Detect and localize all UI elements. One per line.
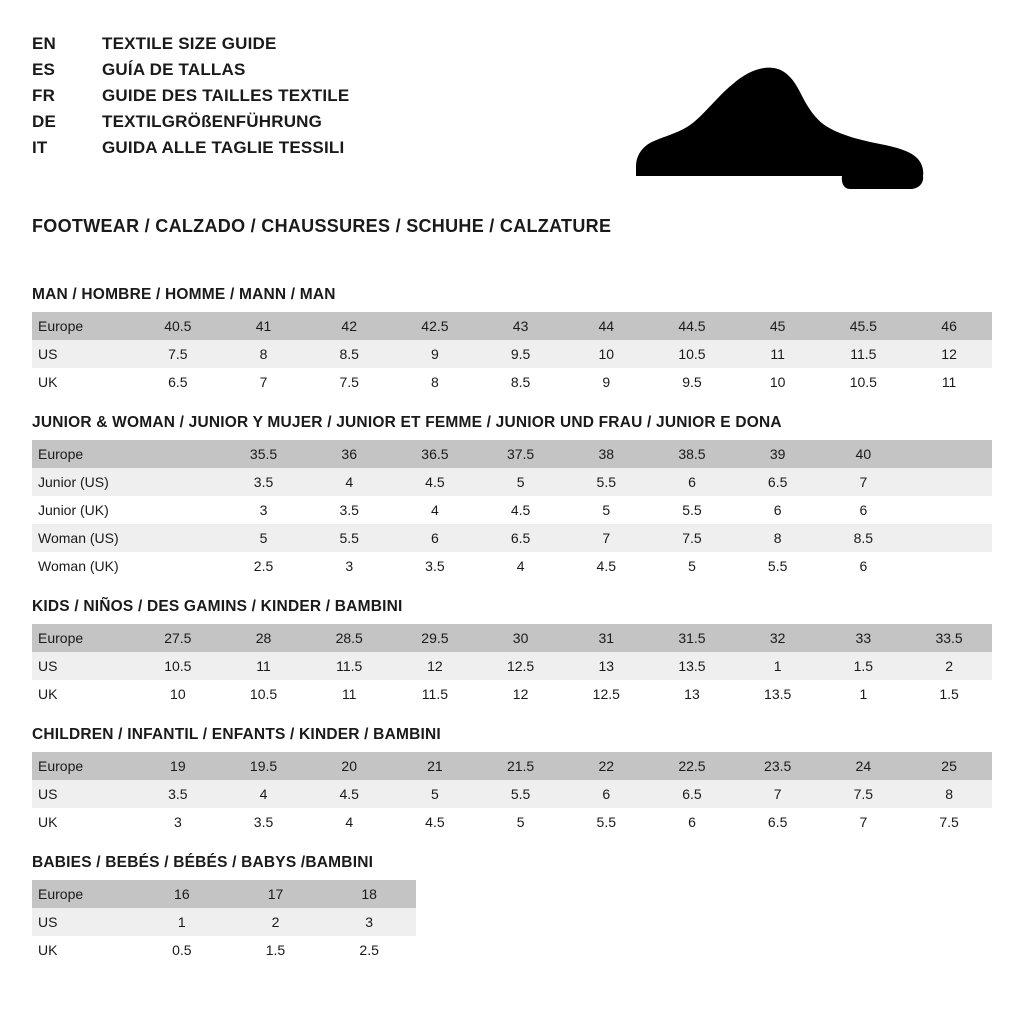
size-section-man: [32, 286, 992, 396]
size-cell: 12: [392, 652, 478, 680]
size-cell: 1.5: [821, 652, 907, 680]
size-cell: 32: [735, 624, 821, 652]
table-row: [32, 880, 416, 908]
table-row: [32, 552, 992, 580]
size-cell: 38: [563, 440, 649, 468]
size-cell: 31.5: [649, 624, 735, 652]
size-cell: [135, 440, 221, 468]
size-cell: 35.5: [221, 440, 307, 468]
size-cell: 8.5: [306, 340, 392, 368]
row-label: Europe: [32, 440, 135, 468]
size-cell: 16: [135, 880, 229, 908]
section-title-junior-woman: JUNIOR & WOMAN / JUNIOR Y MUJER / JUNIOR ET FEMME / JUNIOR UND FRAU / JUNIOR E DONA: [32, 414, 782, 431]
table-row: [32, 496, 992, 524]
size-cell: 11: [735, 340, 821, 368]
size-cell: 4.5: [563, 552, 649, 580]
size-cell: 13: [563, 652, 649, 680]
size-cell: 6.5: [735, 468, 821, 496]
table-row: [32, 936, 416, 964]
size-cell: 8.5: [478, 368, 564, 396]
language-code: IT: [32, 138, 48, 157]
size-section-children: [32, 726, 992, 836]
size-cell: [135, 468, 221, 496]
size-cell: 12: [478, 680, 564, 708]
size-cell: 10.5: [649, 340, 735, 368]
size-cell: 10: [135, 680, 221, 708]
table-row: [32, 680, 992, 708]
size-cell: 21.5: [478, 752, 564, 780]
size-cell: 24: [821, 752, 907, 780]
size-cell: 4: [221, 780, 307, 808]
row-label: UK: [32, 808, 135, 836]
size-cell: 5.5: [563, 808, 649, 836]
size-cell: 3.5: [221, 468, 307, 496]
size-cell: 7: [821, 468, 907, 496]
size-cell: 12: [906, 340, 992, 368]
size-table-kids: [32, 624, 992, 708]
size-cell: 40: [821, 440, 907, 468]
size-cell: 6.5: [649, 780, 735, 808]
row-label: Europe: [32, 752, 135, 780]
size-cell: 44.5: [649, 312, 735, 340]
table-row: [32, 808, 992, 836]
table-row: [32, 440, 992, 468]
size-cell: 7: [563, 524, 649, 552]
size-cell: 1: [821, 680, 907, 708]
size-cell: 36: [306, 440, 392, 468]
category-title: FOOTWEAR / CALZADO / CHAUSSURES / SCHUHE / CALZATURE: [32, 216, 612, 236]
row-label: UK: [32, 680, 135, 708]
language-code: ES: [32, 60, 56, 79]
document-header: [32, 28, 970, 236]
table-row: [32, 524, 992, 552]
size-cell: 40.5: [135, 312, 221, 340]
size-cell: 5.5: [563, 468, 649, 496]
size-cell: 3: [135, 808, 221, 836]
size-cell: 3.5: [306, 496, 392, 524]
size-cell: 8: [392, 368, 478, 396]
size-section-junior-woman: [32, 414, 992, 580]
size-cell: 8: [906, 780, 992, 808]
language-row: [32, 34, 632, 60]
size-cell: 6: [392, 524, 478, 552]
size-cell: 13.5: [649, 652, 735, 680]
language-title: TEXTILGRÖßENFÜHRUNG: [102, 112, 323, 131]
size-cell: 4.5: [306, 780, 392, 808]
size-cell: 27.5: [135, 624, 221, 652]
size-cell: 5: [478, 468, 564, 496]
size-cell: 11.5: [306, 652, 392, 680]
size-cell: 46: [906, 312, 992, 340]
size-cell: 10: [735, 368, 821, 396]
size-sections: [32, 286, 992, 982]
size-cell: 1.5: [906, 680, 992, 708]
size-cell: 41: [221, 312, 307, 340]
size-cell: 45: [735, 312, 821, 340]
size-cell: 5: [649, 552, 735, 580]
row-label: Europe: [32, 880, 135, 908]
size-cell: 8: [735, 524, 821, 552]
size-cell: 11: [221, 652, 307, 680]
language-title: GUIDE DES TAILLES TEXTILE: [102, 86, 350, 105]
table-row: [32, 624, 992, 652]
size-cell: 42.5: [392, 312, 478, 340]
size-cell: 7.5: [906, 808, 992, 836]
size-cell: 20: [306, 752, 392, 780]
size-cell: 6: [821, 496, 907, 524]
size-cell: 6: [821, 552, 907, 580]
size-table-man: [32, 312, 992, 396]
size-cell: 9: [563, 368, 649, 396]
row-label: US: [32, 652, 135, 680]
size-cell: 44: [563, 312, 649, 340]
table-row: [32, 312, 992, 340]
size-cell: 3.5: [135, 780, 221, 808]
size-cell: [906, 496, 992, 524]
table-row: [32, 752, 992, 780]
size-cell: [906, 552, 992, 580]
size-cell: 19: [135, 752, 221, 780]
size-cell: 23.5: [735, 752, 821, 780]
size-cell: 6: [649, 808, 735, 836]
row-label: Woman (UK): [32, 552, 135, 580]
size-section-kids: [32, 598, 992, 708]
row-label: Europe: [32, 624, 135, 652]
table-row: [32, 908, 416, 936]
size-cell: 11: [306, 680, 392, 708]
size-cell: [135, 496, 221, 524]
size-cell: 39: [735, 440, 821, 468]
size-cell: 31: [563, 624, 649, 652]
size-cell: 6: [563, 780, 649, 808]
size-cell: 3: [306, 552, 392, 580]
row-label: Junior (UK): [32, 496, 135, 524]
size-cell: 3: [322, 908, 416, 936]
size-cell: 28: [221, 624, 307, 652]
size-cell: 13: [649, 680, 735, 708]
size-cell: 37.5: [478, 440, 564, 468]
table-row: [32, 652, 992, 680]
size-cell: 30: [478, 624, 564, 652]
size-table-babies: [32, 880, 416, 964]
size-cell: 0.5: [135, 936, 229, 964]
size-cell: 29.5: [392, 624, 478, 652]
language-title: GUIDA ALLE TAGLIE TESSILI: [102, 138, 345, 157]
size-cell: 17: [229, 880, 323, 908]
size-cell: 6.5: [135, 368, 221, 396]
size-cell: 8.5: [821, 524, 907, 552]
language-title: TEXTILE SIZE GUIDE: [102, 34, 277, 53]
row-label: UK: [32, 368, 135, 396]
size-cell: 10: [563, 340, 649, 368]
size-cell: 12.5: [563, 680, 649, 708]
size-table-junior-woman: [32, 440, 992, 580]
dress-shoe-icon: [628, 58, 928, 198]
language-row: [32, 138, 632, 164]
language-code: EN: [32, 34, 57, 53]
size-cell: 7.5: [649, 524, 735, 552]
language-title-list: [32, 34, 632, 164]
size-cell: [135, 552, 221, 580]
size-cell: 4: [478, 552, 564, 580]
size-cell: 11.5: [821, 340, 907, 368]
size-cell: 2: [906, 652, 992, 680]
size-cell: [906, 440, 992, 468]
size-cell: 7: [735, 780, 821, 808]
size-cell: 7.5: [821, 780, 907, 808]
language-row: [32, 86, 632, 112]
size-cell: 4.5: [478, 496, 564, 524]
size-cell: 5: [392, 780, 478, 808]
size-cell: 10.5: [135, 652, 221, 680]
size-cell: 7: [821, 808, 907, 836]
size-cell: 22: [563, 752, 649, 780]
row-label: US: [32, 908, 135, 936]
language-code: FR: [32, 86, 56, 105]
size-cell: 10.5: [221, 680, 307, 708]
table-row: [32, 368, 992, 396]
size-cell: 6.5: [478, 524, 564, 552]
size-cell: 1: [735, 652, 821, 680]
table-row: [32, 340, 992, 368]
row-label: Junior (US): [32, 468, 135, 496]
size-cell: 5.5: [306, 524, 392, 552]
size-cell: 10.5: [821, 368, 907, 396]
size-cell: 4: [306, 808, 392, 836]
size-cell: 5: [478, 808, 564, 836]
size-cell: 3: [221, 496, 307, 524]
size-cell: 5: [221, 524, 307, 552]
size-cell: 33: [821, 624, 907, 652]
size-cell: 6.5: [735, 808, 821, 836]
size-cell: [135, 524, 221, 552]
size-cell: 25: [906, 752, 992, 780]
row-label: US: [32, 340, 135, 368]
size-cell: 3.5: [221, 808, 307, 836]
size-cell: 4.5: [392, 468, 478, 496]
size-cell: 6: [735, 496, 821, 524]
size-cell: 5: [563, 496, 649, 524]
size-cell: 11.5: [392, 680, 478, 708]
size-cell: 5.5: [735, 552, 821, 580]
section-title-kids: KIDS / NIÑOS / DES GAMINS / KINDER / BAMBINI: [32, 598, 403, 615]
size-cell: 7: [221, 368, 307, 396]
size-section-babies: [32, 854, 992, 964]
size-cell: 2.5: [221, 552, 307, 580]
size-cell: 7.5: [135, 340, 221, 368]
language-row: [32, 112, 632, 138]
row-label: Woman (US): [32, 524, 135, 552]
language-code: DE: [32, 112, 57, 131]
size-cell: 13.5: [735, 680, 821, 708]
table-row: [32, 780, 992, 808]
language-title: GUÍA DE TALLAS: [102, 60, 246, 79]
size-cell: [906, 468, 992, 496]
size-cell: 38.5: [649, 440, 735, 468]
size-cell: 1.5: [229, 936, 323, 964]
section-title-babies: BABIES / BEBÉS / BÉBÉS / BABYS /BAMBINI: [32, 854, 374, 871]
row-label: US: [32, 780, 135, 808]
size-cell: 21: [392, 752, 478, 780]
size-cell: 4.5: [392, 808, 478, 836]
row-label: UK: [32, 936, 135, 964]
size-cell: 11: [906, 368, 992, 396]
size-cell: 9: [392, 340, 478, 368]
size-cell: 2: [229, 908, 323, 936]
table-row: [32, 468, 992, 496]
size-cell: 5.5: [478, 780, 564, 808]
size-cell: 18: [322, 880, 416, 908]
size-cell: 43: [478, 312, 564, 340]
size-cell: 33.5: [906, 624, 992, 652]
section-title-children: CHILDREN / INFANTIL / ENFANTS / KINDER / BAMBINI: [32, 726, 441, 743]
size-cell: 1: [135, 908, 229, 936]
size-table-children: [32, 752, 992, 836]
size-cell: 3.5: [392, 552, 478, 580]
size-cell: 19.5: [221, 752, 307, 780]
section-title-man: MAN / HOMBRE / HOMME / MANN / MAN: [32, 286, 336, 303]
size-cell: 8: [221, 340, 307, 368]
language-row: [32, 60, 632, 86]
size-cell: 6: [649, 468, 735, 496]
size-cell: 7.5: [306, 368, 392, 396]
size-cell: 22.5: [649, 752, 735, 780]
size-cell: 4: [306, 468, 392, 496]
size-cell: 12.5: [478, 652, 564, 680]
row-label: Europe: [32, 312, 135, 340]
size-cell: 5.5: [649, 496, 735, 524]
size-cell: 36.5: [392, 440, 478, 468]
size-cell: 45.5: [821, 312, 907, 340]
size-cell: 9.5: [478, 340, 564, 368]
size-cell: 28.5: [306, 624, 392, 652]
size-cell: 2.5: [322, 936, 416, 964]
size-cell: [906, 524, 992, 552]
size-cell: 42: [306, 312, 392, 340]
size-cell: 9.5: [649, 368, 735, 396]
size-cell: 4: [392, 496, 478, 524]
